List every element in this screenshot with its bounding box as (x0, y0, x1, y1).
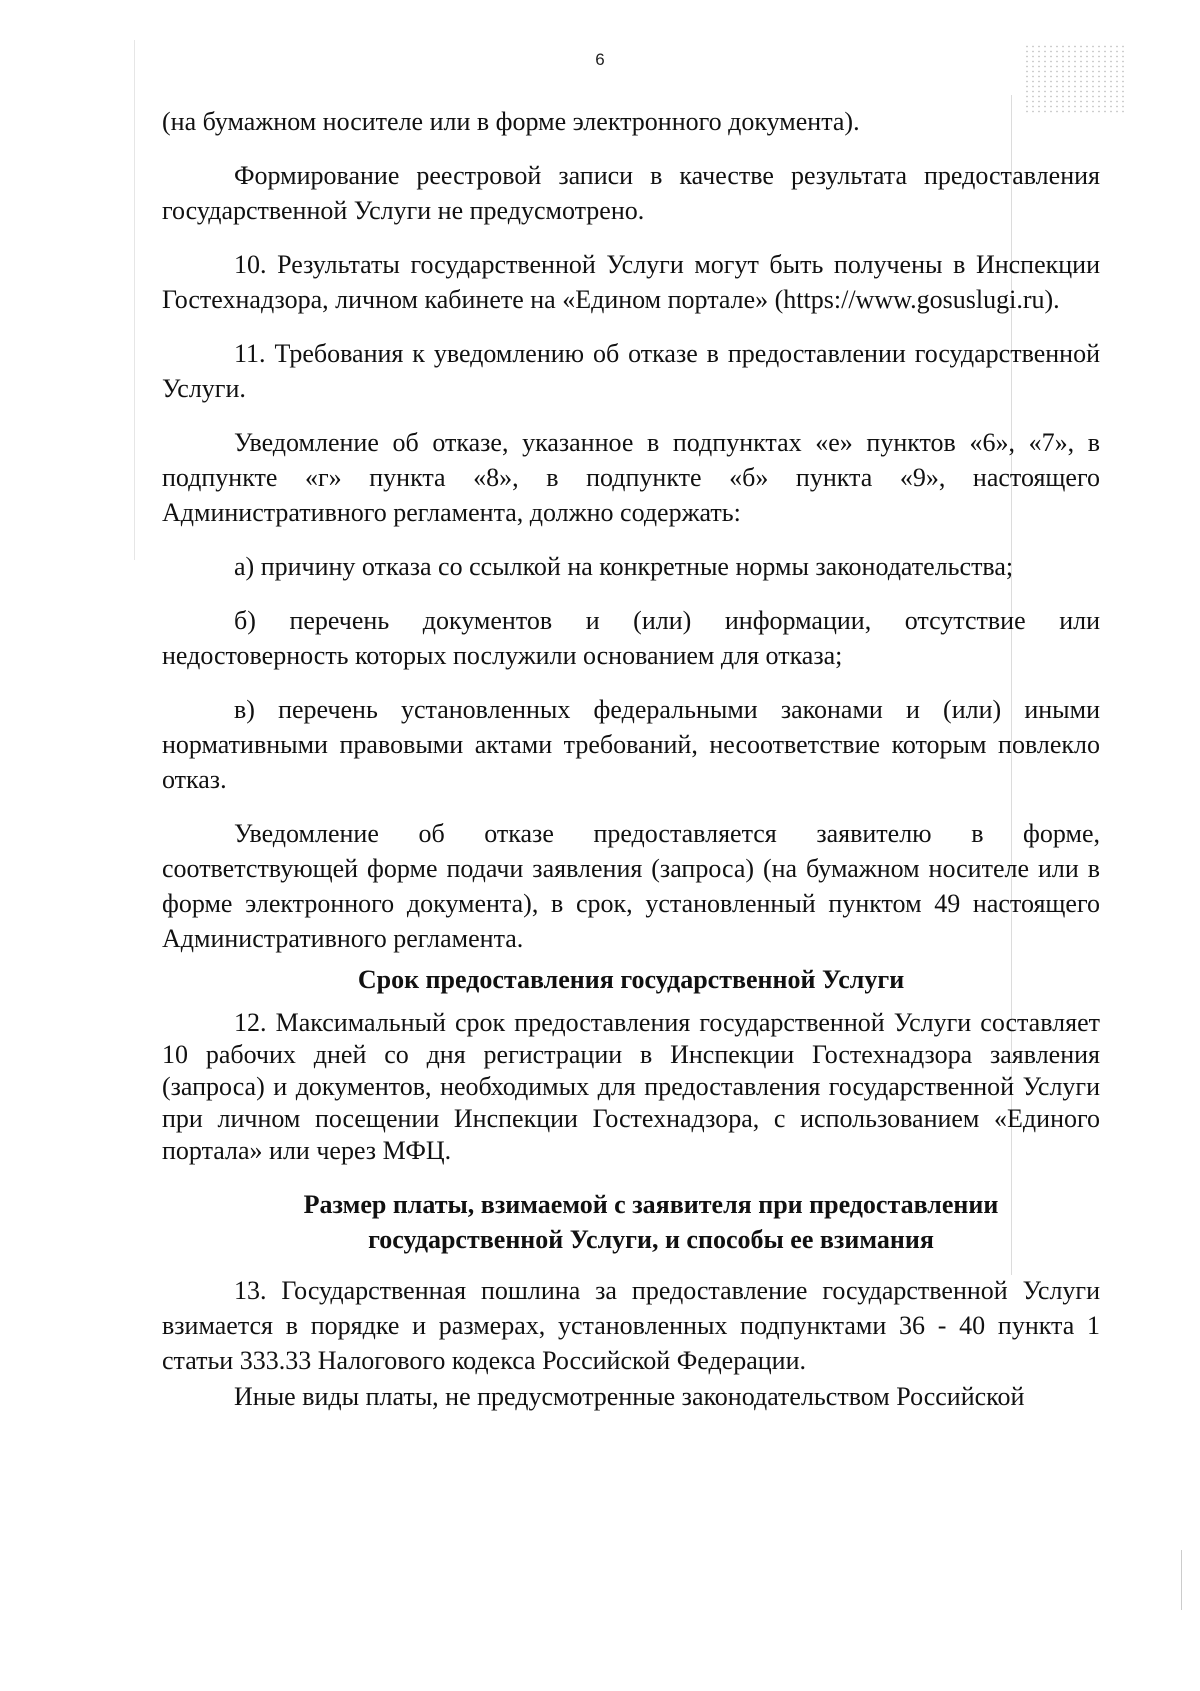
paragraph-refusal-notice-intro: Уведомление об отказе, указанное в подпунктах «е» пунктов «6», «7», в подпункте «г» пункта «8», в подпункте «б» пункта «9», настоящего Административного регламента, должно содержать: (162, 428, 1100, 527)
section-heading-fee-line-2: государственной Услуги, и способы ее взимания (368, 1225, 934, 1254)
page-number: 6 (595, 50, 605, 69)
section-heading-fee (162, 1187, 1100, 1257)
scan-artifact-line (1181, 1550, 1182, 1610)
paragraph-refusal-notice-form: Уведомление об отказе предоставляется заявителю в форме, соответствующей форме подачи заявления (запроса) (на бумажном носителе или в форме электронного документа), в срок, установленный пунктом 49 настоящего Административного регламента. (162, 819, 1100, 953)
list-item-c: в) перечень установленных федеральными законами и (или) иными нормативными правовыми актами требований, несоответствие которым повлекло отказ. (162, 695, 1100, 794)
section-heading-term: Срок предоставления государственной Услуги (357, 965, 905, 994)
paragraph-item-13: 13. Государственная пошлина за предоставление государственной Услуги взимается в порядке и размерах, установленных подпунктами 36 - 40 пункта 1 статьи 333.33 Налогового кодекса Российской Федерации. (162, 1276, 1100, 1375)
paragraph-item-12: 12. Максимальный срок предоставления государственной Услуги составляет 10 рабочих дней со дня регистрации в Инспекции Гостехнадзора заявления (запроса) и документов, необходимых для предоставления государственной Услуги при личном посещении Инспекции Гостехнадзора, с использованием «Единого портала» или через МФЦ. (162, 1008, 1100, 1165)
paragraph-item-11: 11. Требования к уведомлению об отказе в предоставлении государственной Услуги. (162, 339, 1100, 403)
document-body (162, 104, 1100, 1433)
paragraph-continuation: (на бумажном носителе или в форме электронного документа). (162, 107, 860, 136)
scan-artifact-line (134, 40, 135, 560)
paragraph-item-10: 10. Результаты государственной Услуги могут быть получены в Инспекции Гостехнадзора, личном кабинете на «Едином портале» (https://www.gosuslugi.ru). (162, 250, 1100, 314)
paragraph-registry-record: Формирование реестровой записи в качестве результата предоставления государственной Услуги не предусмотрено. (162, 161, 1100, 225)
paragraph-other-fees: Иные виды платы, не предусмотренные законодательством Российской (234, 1382, 1025, 1411)
section-heading-fee-line-1: Размер платы, взимаемой с заявителя при предоставлении (303, 1190, 999, 1219)
list-item-b: б) перечень документов и (или) информации, отсутствие или недостоверность которых послужили основанием для отказа; (162, 606, 1100, 670)
list-item-a: а) причину отказа со ссылкой на конкретные нормы законодательства; (234, 552, 1014, 581)
